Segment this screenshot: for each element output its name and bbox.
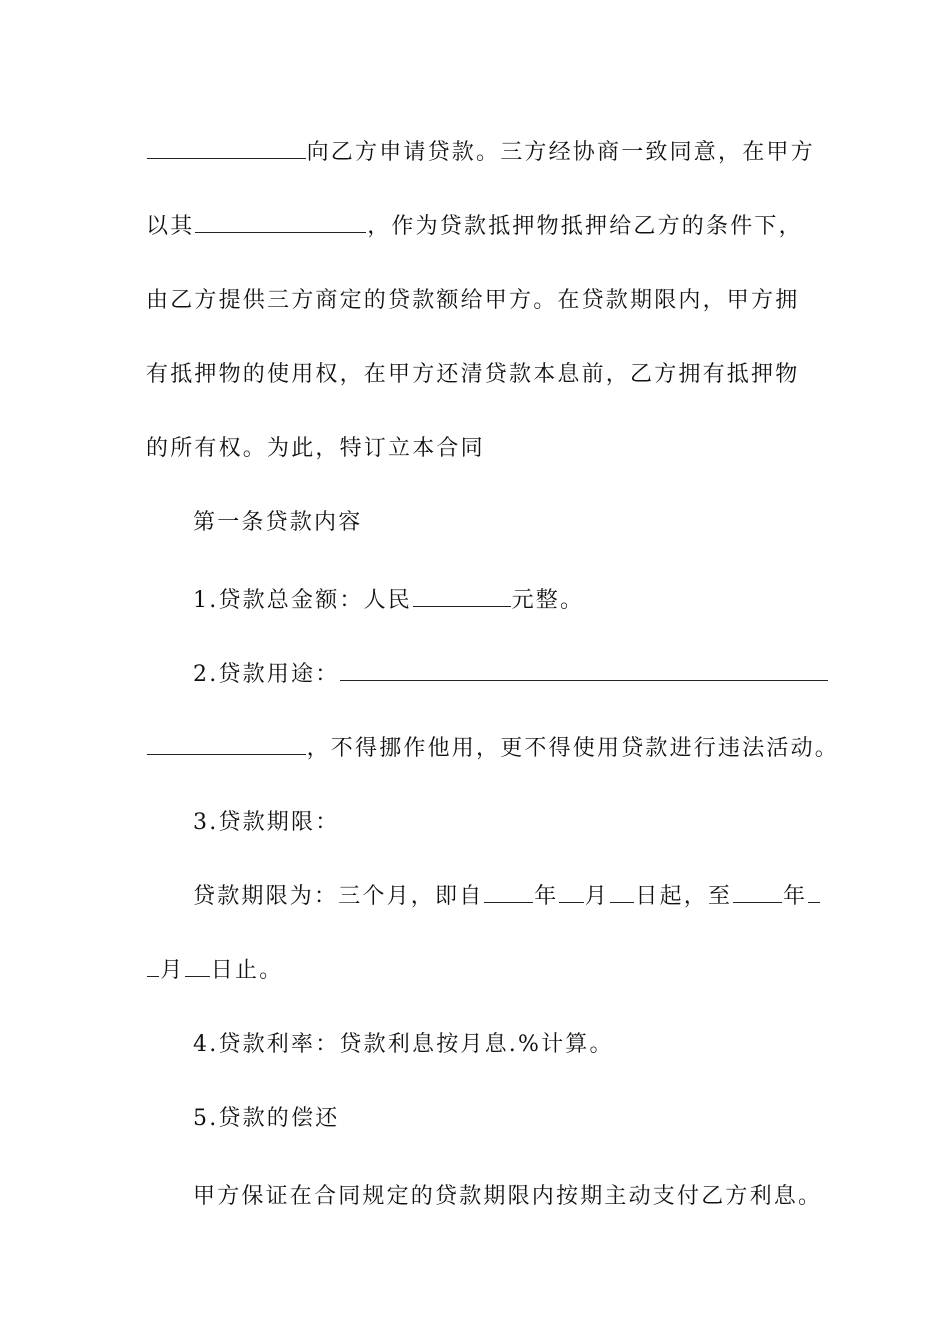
text-segment: 第一条贷款内容 bbox=[193, 510, 363, 535]
paragraph-line bbox=[146, 434, 485, 464]
clause-item bbox=[193, 1104, 339, 1134]
text-segment: 甲方保证在合同规定的贷款期限内按期主动支付乙方利息。 bbox=[193, 1184, 823, 1209]
fill-in-blank bbox=[185, 956, 209, 977]
section-heading bbox=[193, 508, 362, 538]
clause-item bbox=[193, 660, 829, 690]
text-segment: 贷款期限为：三个月，即自 bbox=[193, 884, 484, 909]
text-segment: 月 bbox=[160, 958, 185, 983]
clause-item bbox=[193, 1030, 614, 1060]
text-segment: 向乙方申请贷款。三方经协商一致同意，在甲方 bbox=[306, 140, 815, 165]
clause-item bbox=[193, 586, 584, 616]
text-segment: 1.贷款总金额：人民 bbox=[193, 588, 412, 613]
text-segment: ，不得挪作他用，更不得使用贷款进行违法活动。 bbox=[306, 736, 839, 761]
text-segment: 的所有权。为此，特订立本合同 bbox=[146, 436, 485, 461]
text-segment: ，作为贷款抵押物抵押给乙方的条件下， bbox=[367, 214, 803, 239]
fill-in-blank bbox=[413, 586, 511, 607]
text-segment: 日起，至 bbox=[635, 884, 733, 909]
fill-in-blank bbox=[808, 882, 820, 903]
paragraph-line bbox=[146, 138, 815, 168]
text-segment: 日止。 bbox=[210, 958, 284, 983]
paragraph-line bbox=[146, 360, 799, 390]
text-segment: 有抵押物的使用权，在甲方还清贷款本息前，乙方拥有抵押物 bbox=[146, 362, 800, 387]
fill-in-blank bbox=[147, 734, 306, 755]
clause-item bbox=[193, 808, 339, 838]
fill-in-blank bbox=[559, 882, 583, 903]
paragraph-line bbox=[193, 1182, 822, 1212]
fill-in-blank bbox=[147, 956, 159, 977]
paragraph-line bbox=[146, 286, 799, 316]
text-segment: 4.贷款利率：贷款利息按月息.%计算。 bbox=[193, 1032, 614, 1057]
text-segment: 由乙方提供三方商定的贷款额给甲方。在贷款期限内，甲方拥 bbox=[146, 288, 800, 313]
fill-in-blank bbox=[484, 882, 533, 903]
paragraph-line bbox=[146, 212, 803, 242]
paragraph-line bbox=[146, 734, 839, 764]
fill-in-blank bbox=[610, 882, 634, 903]
fill-in-blank bbox=[733, 882, 782, 903]
text-segment: 3.贷款期限： bbox=[193, 810, 340, 835]
text-segment: 元整。 bbox=[511, 588, 585, 613]
text-segment: 月 bbox=[584, 884, 609, 909]
text-segment: 年 bbox=[783, 884, 808, 909]
fill-in-blank bbox=[147, 138, 306, 159]
text-segment: 以其 bbox=[146, 214, 195, 239]
text-segment: 2.贷款用途： bbox=[193, 662, 340, 687]
text-segment: 5.贷款的偿还 bbox=[193, 1106, 340, 1131]
fill-in-blank bbox=[195, 212, 366, 233]
text-segment: 年 bbox=[534, 884, 559, 909]
fill-in-blank bbox=[340, 660, 828, 681]
paragraph-line bbox=[193, 882, 821, 912]
paragraph-line bbox=[146, 956, 283, 986]
